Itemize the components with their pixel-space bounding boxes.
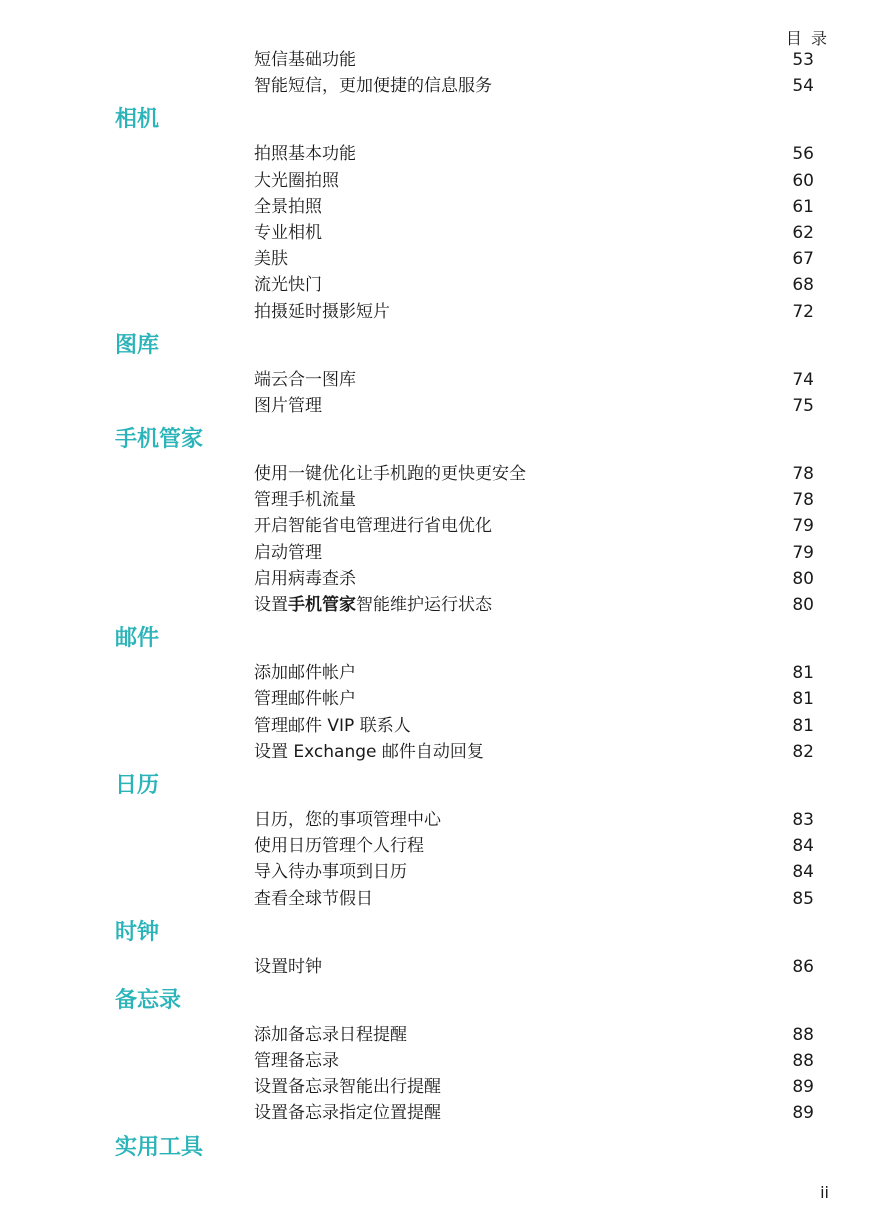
toc-entry[interactable] [0, 592, 869, 618]
toc-entry-page: 80 [792, 568, 814, 589]
toc-entry-title: 专业相机 [254, 222, 322, 243]
toc-entry-title: 添加备忘录日程提醒 [254, 1024, 407, 1045]
toc-entry[interactable] [0, 393, 869, 419]
toc-entry-page: 79 [792, 516, 814, 537]
toc-entry-page: 89 [792, 1077, 814, 1098]
toc-entry[interactable] [0, 272, 869, 298]
toc-entry-page: 61 [792, 196, 814, 217]
toc-entry-title: 美肤 [254, 249, 288, 270]
toc-entry[interactable] [0, 47, 869, 73]
toc-entry[interactable] [0, 220, 869, 246]
toc-entry[interactable] [0, 540, 869, 566]
toc-entry[interactable] [0, 1074, 869, 1100]
toc-entry[interactable] [0, 1100, 869, 1126]
toc-entry-page: 81 [792, 715, 814, 736]
page-number: ii [820, 1183, 829, 1202]
toc-entry-title: 端云合一图库 [254, 369, 356, 390]
toc-entry-page: 74 [792, 369, 814, 390]
toc-entry-title [254, 592, 492, 618]
toc-entry[interactable] [0, 513, 869, 539]
table-of-contents [0, 47, 869, 1169]
toc-entry-page: 68 [792, 275, 814, 296]
running-header: 目 录 [785, 29, 829, 48]
toc-entry[interactable] [0, 367, 869, 393]
toc-entry[interactable] [0, 141, 869, 167]
toc-entry-page: 75 [792, 395, 814, 416]
toc-entry-title: 使用一键优化让手机跑的更快更安全 [254, 464, 526, 485]
toc-entry-title: 查看全球节假日 [254, 888, 373, 909]
toc-entry-title: 图片管理 [254, 395, 322, 416]
toc-entry-title: 启用病毒查杀 [254, 568, 356, 589]
toc-entry-page: 56 [792, 144, 814, 165]
toc-entry-title: 添加邮件帐户 [254, 663, 356, 684]
toc-entry-title: 启动管理 [254, 542, 322, 563]
toc-entry-title: 管理邮件帐户 [254, 689, 356, 710]
toc-entry-page: 78 [792, 464, 814, 485]
toc-entry-title: 流光快门 [254, 275, 322, 296]
toc-entry-title-prefix: 设置 [254, 595, 288, 615]
toc-entry-title: 管理邮件 VIP 联系人 [254, 715, 411, 736]
section-heading-calendar[interactable]: 日历 [115, 772, 160, 798]
toc-entry-page: 79 [792, 542, 814, 563]
toc-entry-title: 拍照基本功能 [254, 144, 356, 165]
toc-entry-title: 设置 Exchange 邮件自动回复 [254, 741, 484, 762]
toc-entry-title: 全景拍照 [254, 196, 322, 217]
toc-entry-title: 设置备忘录智能出行提醒 [254, 1077, 441, 1098]
toc-entry-title: 管理备忘录 [254, 1051, 339, 1072]
toc-entry-page: 62 [792, 222, 814, 243]
toc-entry-title: 设置备忘录指定位置提醒 [254, 1103, 441, 1124]
toc-entry-page: 72 [792, 301, 814, 322]
toc-entry-page: 53 [792, 50, 814, 70]
toc-entry[interactable] [0, 246, 869, 272]
toc-entry[interactable] [0, 859, 869, 885]
section-heading-notepad[interactable]: 备忘录 [115, 987, 182, 1013]
toc-entry[interactable] [0, 461, 869, 487]
toc-entry-title: 智能短信，更加便捷的信息服务 [254, 76, 492, 97]
section-heading-email[interactable]: 邮件 [115, 626, 160, 652]
toc-entry-title: 大光圈拍照 [254, 170, 339, 191]
toc-entry[interactable] [0, 299, 869, 325]
toc-entry-title: 管理手机流量 [254, 490, 356, 511]
toc-entry[interactable] [0, 739, 869, 765]
toc-entry[interactable] [0, 886, 869, 912]
section-heading-phone-manager[interactable]: 手机管家 [115, 427, 204, 453]
toc-entry-page: 88 [792, 1024, 814, 1045]
toc-entry-title-suffix: 智能维护运行状态 [356, 595, 492, 615]
toc-entry[interactable] [0, 1022, 869, 1048]
toc-entry[interactable] [0, 660, 869, 686]
toc-entry[interactable] [0, 713, 869, 739]
toc-entry[interactable] [0, 168, 869, 194]
toc-entry-title: 导入待办事项到日历 [254, 862, 407, 883]
toc-entry-page: 83 [792, 809, 814, 830]
toc-entry-page: 54 [792, 76, 814, 97]
toc-entry-page: 81 [792, 663, 814, 684]
toc-entry-title: 开启智能省电管理进行省电优化 [254, 516, 492, 537]
section-heading-gallery[interactable]: 图库 [115, 332, 160, 358]
toc-entry[interactable] [0, 1048, 869, 1074]
section-heading-camera[interactable]: 相机 [115, 107, 160, 133]
section-heading-utilities[interactable]: 实用工具 [115, 1134, 204, 1160]
toc-entry-page: 86 [792, 956, 814, 977]
toc-entry-page: 85 [792, 888, 814, 909]
toc-entry[interactable] [0, 487, 869, 513]
toc-entry-page: 60 [792, 170, 814, 191]
toc-entry-page: 84 [792, 862, 814, 883]
toc-entry[interactable] [0, 954, 869, 980]
toc-entry[interactable] [0, 566, 869, 592]
toc-entry-title: 短信基础功能 [254, 50, 356, 70]
toc-entry-title-bold: 手机管家 [288, 595, 356, 615]
toc-entry[interactable] [0, 73, 869, 99]
toc-entry-page: 88 [792, 1051, 814, 1072]
toc-entry[interactable] [0, 807, 869, 833]
toc-entry[interactable] [0, 194, 869, 220]
toc-entry-page: 84 [792, 836, 814, 857]
toc-entry-title: 日历，您的事项管理中心 [254, 809, 441, 830]
toc-entry-title: 设置时钟 [254, 956, 322, 977]
section-heading-clock[interactable]: 时钟 [115, 919, 160, 945]
toc-entry[interactable] [0, 686, 869, 712]
toc-entry-title: 使用日历管理个人行程 [254, 836, 424, 857]
toc-entry-page: 82 [792, 741, 814, 762]
toc-entry-title: 拍摄延时摄影短片 [254, 301, 390, 322]
toc-entry-page: 67 [792, 249, 814, 270]
toc-entry-page: 89 [792, 1103, 814, 1124]
toc-entry-page: 81 [792, 689, 814, 710]
toc-entry-page: 80 [792, 595, 814, 615]
toc-entry-page: 78 [792, 490, 814, 511]
toc-entry[interactable] [0, 833, 869, 859]
